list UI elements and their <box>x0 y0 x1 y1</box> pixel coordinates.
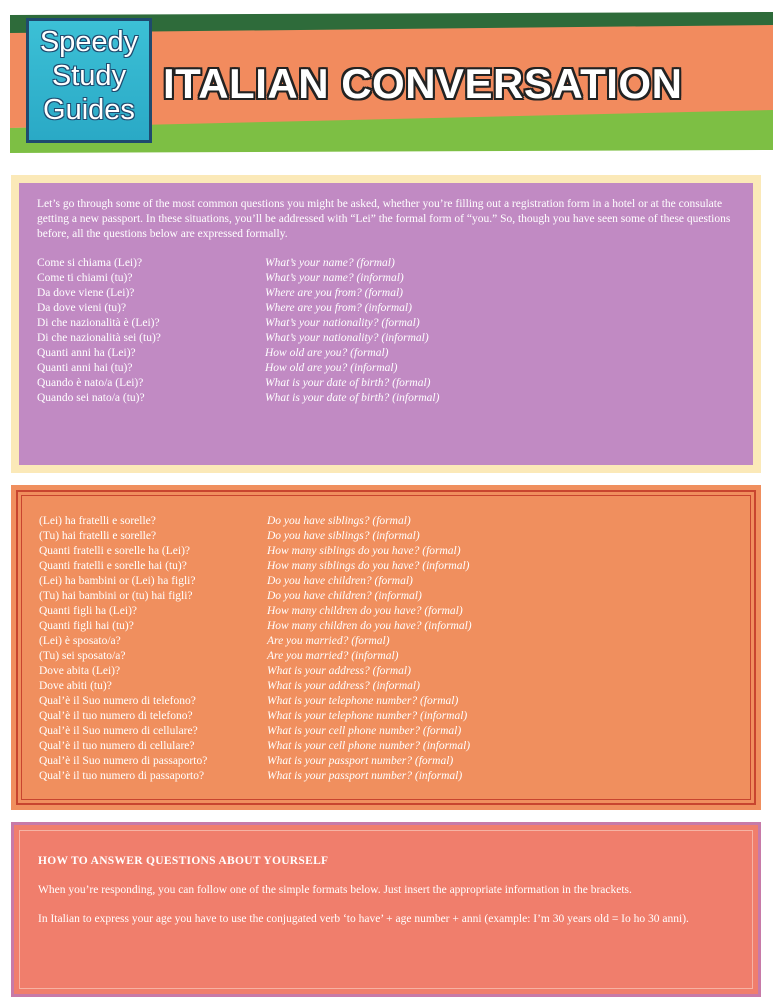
english-translation: What’s your nationality? (informal) <box>265 332 429 344</box>
english-translation: What is your date of birth? (informal) <box>265 392 440 404</box>
question-row <box>39 724 733 739</box>
english-translation: What is your date of birth? (formal) <box>265 377 431 389</box>
question-row <box>37 301 735 316</box>
italian-question: Da dove vieni (tu)? <box>37 302 127 314</box>
question-row <box>39 634 733 649</box>
italian-question: Quanti fratelli e sorelle ha (Lei)? <box>39 545 191 557</box>
italian-question: Quando sei nato/a (tu)? <box>37 392 145 404</box>
english-translation: What is your address? (formal) <box>267 665 411 677</box>
italian-question: Quanti figli hai (tu)? <box>39 620 134 632</box>
question-row <box>39 664 733 679</box>
english-translation: What’s your name? (formal) <box>265 257 395 269</box>
question-row <box>39 514 733 529</box>
italian-question: Qual’è il tuo numero di passaporto? <box>39 770 205 782</box>
question-row <box>39 589 733 604</box>
question-row <box>39 754 733 769</box>
italian-question: Qual’è il Suo numero di telefono? <box>39 695 196 707</box>
italian-question: Come si chiama (Lei)? <box>37 257 143 269</box>
question-row <box>37 346 735 361</box>
italian-question: Da dove viene (Lei)? <box>37 287 135 299</box>
english-translation: How many siblings do you have? (formal) <box>267 545 461 557</box>
page-title: ITALIAN CONVERSATION <box>163 60 683 107</box>
question-row <box>37 376 735 391</box>
italian-question: (Tu) sei sposato/a? <box>39 650 126 662</box>
english-translation: What is your cell phone number? (informal) <box>267 740 471 752</box>
question-row <box>39 544 733 559</box>
english-translation: Do you have children? (informal) <box>267 590 422 602</box>
section-basic-questions-panel <box>19 183 753 465</box>
question-row <box>37 286 735 301</box>
question-row <box>37 271 735 286</box>
question-list <box>37 256 735 406</box>
italian-question: Di che nazionalità è (Lei)? <box>37 317 160 329</box>
italian-question: Quando è nato/a (Lei)? <box>37 377 144 389</box>
question-row <box>39 709 733 724</box>
question-row <box>39 649 733 664</box>
question-row <box>39 694 733 709</box>
english-translation: What’s your name? (informal) <box>265 272 404 284</box>
italian-question: Quanti anni hai (tu)? <box>37 362 133 374</box>
english-translation: What is your telephone number? (formal) <box>267 695 459 707</box>
question-row <box>37 316 735 331</box>
italian-question: (Tu) hai fratelli e sorelle? <box>39 530 157 542</box>
english-translation: How many siblings do you have? (informal) <box>267 560 470 572</box>
english-translation: How old are you? (informal) <box>265 362 398 374</box>
section-how-to-answer-panel <box>19 830 753 989</box>
english-translation: What is your passport number? (informal) <box>267 770 463 782</box>
english-translation: How old are you? (formal) <box>265 347 389 359</box>
english-translation: What is your passport number? (formal) <box>267 755 454 767</box>
english-translation: How many children do you have? (formal) <box>267 605 463 617</box>
answer-paragraph: When you’re responding, you can follow one of the simple formats below. Just insert the appropriate information in the brackets. <box>38 884 632 896</box>
section-family-contact-questions <box>11 485 761 810</box>
italian-question: Qual’è il tuo numero di cellulare? <box>39 740 195 752</box>
question-row <box>39 574 733 589</box>
section-heading: HOW TO ANSWER QUESTIONS ABOUT YOURSELF <box>38 855 329 867</box>
italian-question: Qual’è il tuo numero di telefono? <box>39 710 193 722</box>
section-frame <box>16 490 756 805</box>
english-translation: Do you have siblings? (informal) <box>267 530 420 542</box>
question-row <box>39 619 733 634</box>
question-row <box>39 604 733 619</box>
question-row <box>39 769 733 784</box>
english-translation: Are you married? (informal) <box>267 650 399 662</box>
logo-line: Speedy <box>39 26 139 58</box>
italian-question: Qual’è il Suo numero di cellulare? <box>39 725 198 737</box>
english-translation: How many children do you have? (informal) <box>267 620 472 632</box>
header-banner <box>0 0 773 165</box>
english-translation: Are you married? (formal) <box>267 635 390 647</box>
english-translation: What is your cell phone number? (formal) <box>267 725 462 737</box>
question-row <box>37 331 735 346</box>
italian-question: (Tu) hai bambini or (tu) hai figli? <box>39 590 193 602</box>
italian-question: (Lei) ha bambini or (Lei) ha figli? <box>39 575 196 587</box>
answer-paragraph: In Italian to express your age you have to use the conjugated verb ‘to have’ + age number + anni (example: I’m 30 years old = Io ho 30 anni). <box>38 913 689 925</box>
english-translation: What is your address? (informal) <box>267 680 420 692</box>
section-family-contact-panel <box>21 495 751 800</box>
question-row <box>39 529 733 544</box>
italian-question: Dove abita (Lei)? <box>39 665 121 677</box>
english-translation: Do you have children? (formal) <box>267 575 413 587</box>
italian-question: (Lei) è sposato/a? <box>39 635 121 647</box>
english-translation: What is your telephone number? (informal) <box>267 710 468 722</box>
english-translation: What’s your nationality? (formal) <box>265 317 420 329</box>
speedy-study-guides-logo <box>26 18 152 143</box>
section-how-to-answer <box>11 822 761 997</box>
english-translation: Where are you from? (formal) <box>265 287 403 299</box>
italian-question: (Lei) ha fratelli e sorelle? <box>39 515 156 527</box>
logo-line: Study <box>51 60 127 92</box>
italian-question: Di che nazionalità sei (tu)? <box>37 332 161 344</box>
italian-question: Dove abiti (tu)? <box>39 680 112 692</box>
english-translation: Do you have siblings? (formal) <box>267 515 411 527</box>
question-row <box>37 361 735 376</box>
question-row <box>39 559 733 574</box>
question-list <box>39 514 733 784</box>
intro-paragraph: Let’s go through some of the most common questions you might be asked, whether you’re filling out a registration form in a hotel or at the consulate getting a new passport. In these situations, you’ll be addressed with “Lei” the formal form of “you.” So, though you have seen some of these questions before, all the questions below are expressed formally. <box>37 198 731 240</box>
italian-question: Quanti figli ha (Lei)? <box>39 605 138 617</box>
logo-line: Guides <box>43 94 135 126</box>
question-row <box>39 739 733 754</box>
question-row <box>39 679 733 694</box>
question-row <box>37 391 735 406</box>
italian-question: Quanti fratelli e sorelle hai (tu)? <box>39 560 187 572</box>
section-basic-questions <box>11 175 761 473</box>
italian-question: Quanti anni ha (Lei)? <box>37 347 136 359</box>
italian-question: Qual’è il Suo numero di passaporto? <box>39 755 208 767</box>
italian-question: Come ti chiami (tu)? <box>37 272 133 284</box>
english-translation: Where are you from? (informal) <box>265 302 412 314</box>
question-row <box>37 256 735 271</box>
